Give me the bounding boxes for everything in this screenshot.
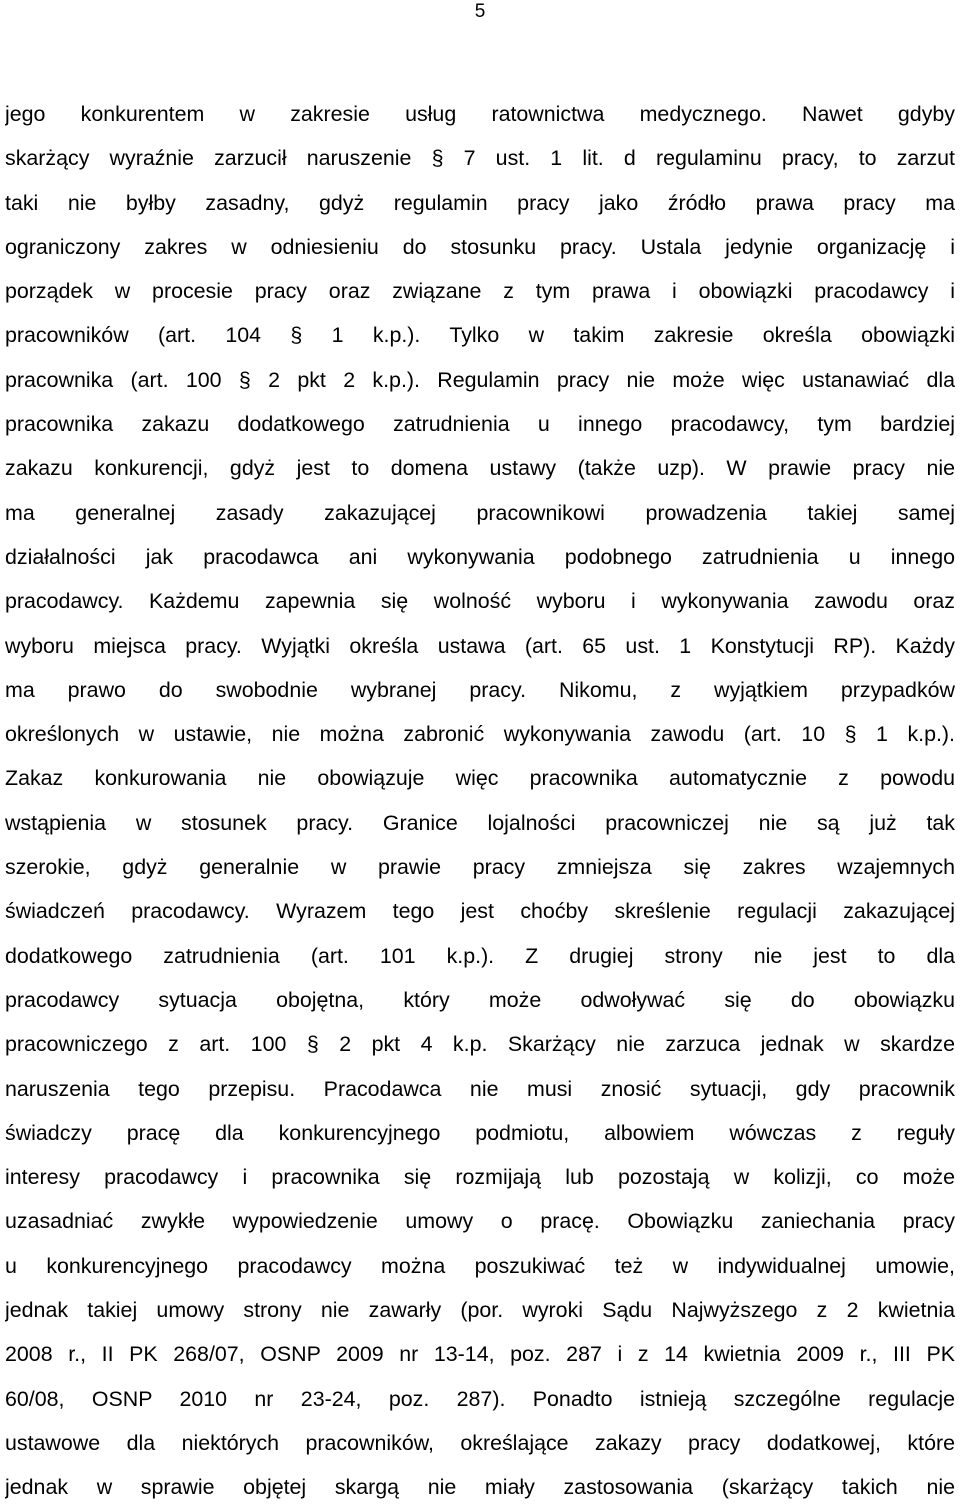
text-line: interesy pracodawcy i pracownika się rozmijają lub pozostają w kolizji, co może <box>5 1165 955 1190</box>
page-number: 5 <box>474 1 486 22</box>
text-line: świadczeń pracodawcy. Wyrazem tego jest choćby skreślenie regulacji zakazującej <box>5 899 955 924</box>
text-line: ograniczony zakres w odniesieniu do stosunku pracy. Ustala jedynie organizację i <box>5 234 955 259</box>
text-line: pracownika (art. 100 § 2 pkt 2 k.p.). Regulamin pracy nie może więc ustanawiać dla <box>5 367 955 392</box>
text-line: określonych w ustawie, nie można zabronić wykonywania zawodu (art. 10 § 1 k.p.). <box>5 722 955 747</box>
text-line: jednak w sprawie objętej skargą nie miały zastosowania (skarżący takich nie <box>5 1475 955 1500</box>
text-line: ma prawo do swobodnie wybranej pracy. Nikomu, z wyjątkiem przypadków <box>5 677 955 702</box>
text-line: pracowników (art. 104 § 1 k.p.). Tylko w takim zakresie określa obowiązki <box>5 323 955 348</box>
text-line: wyboru miejsca pracy. Wyjątki określa ustawa (art. 65 ust. 1 Konstytucji RP). Każdy <box>5 633 955 658</box>
body-text <box>5 92 955 1510</box>
text-line: u konkurencyjnego pracodawcy można poszukiwać też w indywidualnej umowie, <box>5 1253 955 1278</box>
text-line: świadczy pracę dla konkurencyjnego podmiotu, albowiem wówczas z reguły <box>5 1120 955 1145</box>
text-line: pracowniczego z art. 100 § 2 pkt 4 k.p. Skarżący nie zarzuca jednak w skardze <box>5 1032 955 1057</box>
text-line: taki nie byłby zasadny, gdyż regulamin pracy jako źródło prawa pracy ma <box>5 190 955 215</box>
text-line: działalności jak pracodawca ani wykonywania podobnego zatrudnienia u innego <box>5 544 955 569</box>
text-line: dodatkowego zatrudnienia (art. 101 k.p.). Z drugiej strony nie jest to dla <box>5 943 955 968</box>
text-line: jego konkurentem w zakresie usług ratownictwa medycznego. Nawet gdyby <box>5 102 955 126</box>
text-line: zakazu konkurencji, gdyż jest to domena ustawy (także uzp). W prawie pracy nie <box>5 456 955 481</box>
text-line: Zakaz konkurowania nie obowiązuje więc pracownika automatycznie z powodu <box>5 766 955 791</box>
text-line: 60/08, OSNP 2010 nr 23-24, poz. 287). Ponadto istnieją szczególne regulacje <box>5 1386 955 1411</box>
text-line: 2008 r., II PK 268/07, OSNP 2009 nr 13-14, poz. 287 i z 14 kwietnia 2009 r., III PK <box>5 1342 955 1367</box>
text-line: pracodawcy. Każdemu zapewnia się wolność wyboru i wykonywania zawodu oraz <box>5 589 955 614</box>
text-line: ma generalnej zasady zakazującej pracownikowi prowadzenia takiej samej <box>5 500 955 525</box>
text-line: wstąpienia w stosunek pracy. Granice lojalności pracowniczej nie są już tak <box>5 810 955 835</box>
text-line: ustawowe dla niektórych pracowników, określające zakazy pracy dodatkowej, które <box>5 1430 955 1455</box>
text-line: pracodawcy sytuacja obojętna, który może odwoływać się do obowiązku <box>5 987 955 1012</box>
text-line: uzasadniać zwykłe wypowiedzenie umowy o pracę. Obowiązku zaniechania pracy <box>5 1209 955 1234</box>
text-line: naruszenia tego przepisu. Pracodawca nie musi znosić sytuacji, gdy pracownik <box>5 1076 955 1101</box>
text-line: porządek w procesie pracy oraz związane z tym prawa i obowiązki pracodawcy i <box>5 279 955 304</box>
text-line: szerokie, gdyż generalnie w prawie pracy zmniejsza się zakres wzajemnych <box>5 855 955 880</box>
text-line: skarżący wyraźnie zarzucił naruszenie § 7 ust. 1 lit. d regulaminu pracy, to zarzut <box>5 146 955 171</box>
text-line: pracownika zakazu dodatkowego zatrudnienia u innego pracodawcy, tym bardziej <box>5 412 955 437</box>
text-line: jednak takiej umowy strony nie zawarły (por. wyroki Sądu Najwyższego z 2 kwietnia <box>5 1298 955 1323</box>
